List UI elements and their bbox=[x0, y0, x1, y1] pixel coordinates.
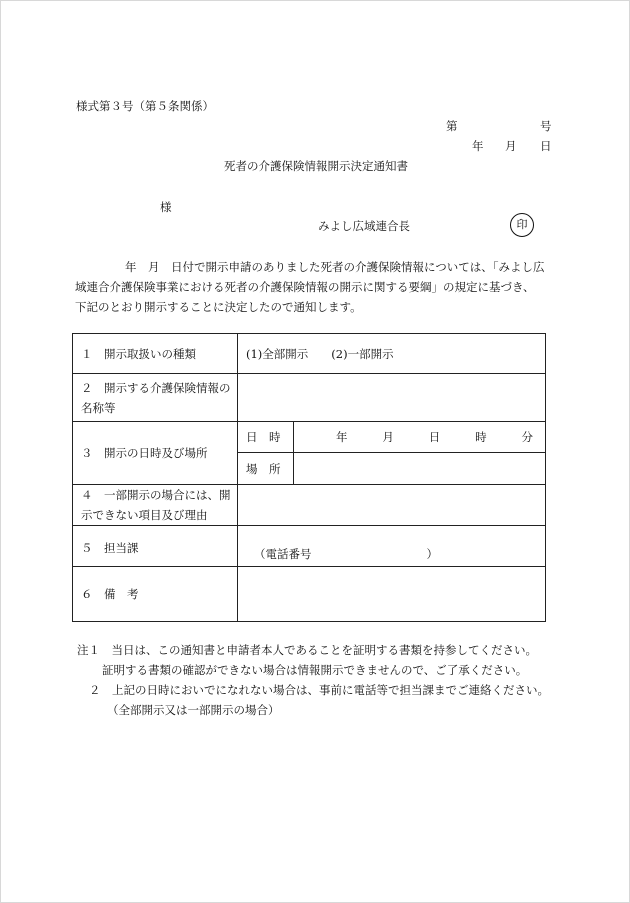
remarks-label: ６ 備 考 bbox=[73, 567, 238, 622]
body-line: 下記のとおり開示することに決定したので通知します。 bbox=[75, 300, 362, 314]
datetime-value bbox=[294, 422, 546, 453]
table-row bbox=[73, 422, 546, 453]
body-line: 域連合介護保険事業における死者の介護保険情報の開示に関する要綱」の規定に基づき、 bbox=[75, 280, 535, 294]
table-row bbox=[73, 374, 546, 422]
partial-reason-value bbox=[238, 485, 546, 526]
seal-stamp: 印 bbox=[510, 213, 534, 237]
notes-section bbox=[77, 640, 549, 720]
table-row bbox=[73, 334, 546, 374]
department-label: ５ 担当課 bbox=[73, 526, 238, 567]
phone-number-field: （電話番号 ） bbox=[238, 526, 546, 567]
body-paragraph bbox=[75, 257, 555, 317]
label-line: ２ 開示する介護保険情報の bbox=[81, 380, 231, 395]
issuer-name: みよし広域連合長 bbox=[318, 219, 410, 233]
disclosure-table bbox=[72, 333, 546, 622]
label-line: 名称等 bbox=[81, 400, 116, 415]
datetime-place-label: ３ 開示の日時及び場所 bbox=[73, 422, 238, 485]
table-row bbox=[73, 526, 546, 567]
date-year: 年 bbox=[472, 139, 484, 153]
note-line: （全部開示又は一部開示の場合） bbox=[107, 703, 280, 717]
note-line: 注１ 当日は、この通知書と申請者本人であることを証明する書類を持参してください。 bbox=[77, 643, 537, 657]
label-line: ４ 一部開示の場合には、開 bbox=[81, 488, 231, 502]
number-suffix: 号 bbox=[540, 119, 552, 133]
label-line: 示できない項目及び理由 bbox=[81, 508, 208, 522]
addressee-suffix: 様 bbox=[160, 200, 172, 214]
partial-reason-label bbox=[73, 485, 238, 526]
document-title: 死者の介護保険情報開示決定通知書 bbox=[224, 159, 408, 173]
time-hour: 時 bbox=[475, 430, 487, 444]
info-name-value bbox=[238, 374, 546, 422]
time-day: 日 bbox=[428, 430, 441, 444]
date-month: 月 bbox=[505, 139, 517, 153]
table-row bbox=[73, 567, 546, 622]
note-line: 証明する書類の確認ができない場合は情報開示できませんので、ご了承ください。 bbox=[102, 663, 528, 677]
info-name-label bbox=[73, 374, 238, 422]
place-value bbox=[294, 453, 546, 485]
form-label: 様式第３号（第５条関係） bbox=[76, 99, 214, 113]
number-prefix: 第 bbox=[446, 119, 458, 133]
datetime-sublabel: 日 時 bbox=[238, 422, 294, 453]
disclosure-type-value: (1)全部開示 (2)一部開示 bbox=[238, 334, 546, 374]
date-day: 日 bbox=[540, 139, 552, 153]
body-line: 年 月 日付で開示申請のありました死者の介護保険情報については、「みよし広 bbox=[125, 260, 545, 274]
place-sublabel: 場 所 bbox=[238, 453, 294, 485]
time-minute: 分 bbox=[521, 430, 533, 444]
time-year: 年 bbox=[336, 430, 348, 444]
disclosure-type-label: １ 開示取扱いの種類 bbox=[73, 334, 238, 374]
note-line: ２ 上記の日時においでになれない場合は、事前に電話等で担当課までご連絡ください。 bbox=[89, 683, 549, 697]
table-row bbox=[73, 485, 546, 526]
time-month: 月 bbox=[382, 430, 394, 444]
remarks-value bbox=[238, 567, 546, 622]
